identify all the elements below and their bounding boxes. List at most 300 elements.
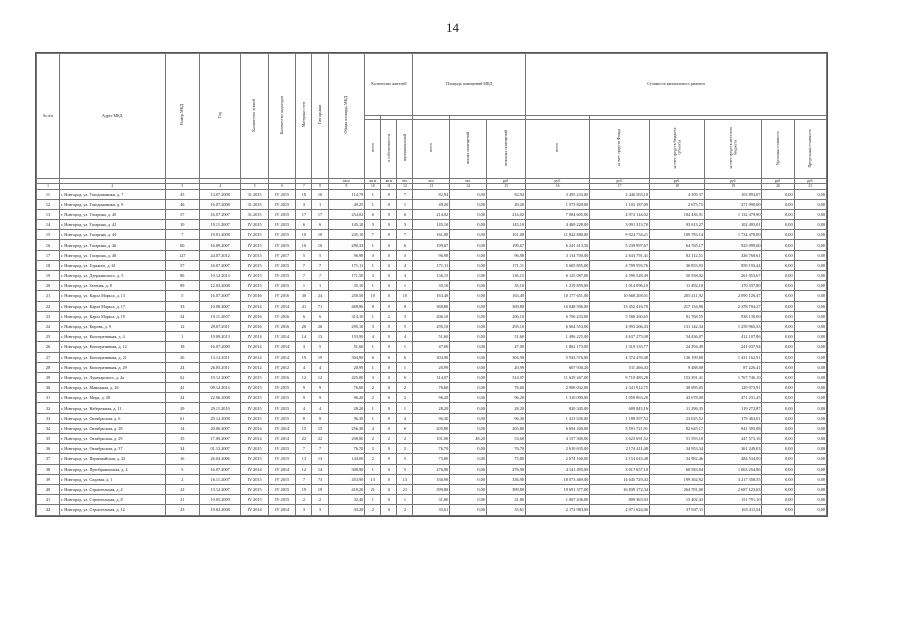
cell-c8: 0,00: [450, 291, 487, 301]
cell-c1: 8: [296, 413, 312, 423]
cell-c8: 0,00: [450, 393, 487, 403]
column-index-cell: 15: [486, 184, 525, 190]
cell-v4: 447 573,16: [705, 434, 762, 444]
cell-v1: 3 495 233,00: [526, 189, 590, 199]
cell-c7: 101,80: [413, 434, 450, 444]
table-row: [37, 311, 827, 321]
cell-c1: 2: [296, 495, 312, 505]
cell-date1: 09.12.2013: [200, 383, 241, 393]
header-cost-total: всего: [526, 120, 590, 179]
cell-v2: 3 091 313,70: [590, 220, 650, 230]
cell-addr: г. Новгород, ул. Гагарина, д. 44: [59, 230, 165, 240]
cell-v2: 1 103 187,00: [590, 199, 650, 209]
cell-c5: 0: [381, 413, 397, 423]
cell-v1: 1 310 090,00: [526, 393, 590, 403]
cell-v5: 0,00: [762, 321, 794, 331]
cell-c4: 1: [365, 199, 381, 209]
cell-no: 57: [165, 209, 199, 219]
cell-c8: 0,00: [450, 464, 487, 474]
cell-c4: 1: [365, 495, 381, 505]
column-index-cell: 1: [37, 184, 60, 190]
cell-v2: 2 071 624,06: [590, 505, 650, 515]
cell-date1: 19.11.2007: [200, 311, 241, 321]
cell-v3: 64 765,17: [649, 240, 704, 250]
cell-c1: 10: [296, 240, 312, 250]
cell-c9: 304,90: [486, 352, 525, 362]
cell-c7: 214,02: [413, 209, 450, 219]
cell-date3: IV 2016: [268, 372, 296, 382]
cell-v3: 2 675,75: [649, 199, 704, 209]
cell-addr: г. Новгород, ул. Преображенская, д. 4: [59, 464, 165, 474]
cell-v2: 2 341 912,75: [590, 383, 650, 393]
cell-c4: 10: [365, 291, 381, 301]
cell-c2: 13: [312, 332, 328, 342]
header-cost-fund: за счет средств Фонда: [590, 120, 650, 179]
cell-c6: 2: [397, 505, 413, 515]
cell-v4: 1 431 162,91: [705, 352, 762, 362]
cell-n: 17: [37, 250, 60, 260]
cell-n: 30: [37, 383, 60, 393]
column-index-cell: 6: [268, 184, 296, 190]
header-group-cost: Стоимость капитального ремонта: [526, 54, 827, 116]
cell-c6: 2: [397, 444, 413, 454]
header-total-area: Общая площадь МКД: [328, 54, 365, 179]
cell-v5: 0,00: [762, 342, 794, 352]
cell-c5: 2: [381, 311, 397, 321]
cell-c7: 20,99: [413, 362, 450, 372]
cell-c6: 1: [397, 281, 413, 291]
cell-c7: 35,61: [413, 505, 450, 515]
cell-c6: 6: [397, 352, 413, 362]
cell-v2: 3 623 691,52: [590, 434, 650, 444]
cell-c4: 3: [365, 321, 381, 331]
cell-c8: 0,00: [450, 342, 487, 352]
cell-v6: 0,00: [794, 189, 826, 199]
cell-addr: г. Новгород, ул. Кирова, д. 9: [59, 321, 165, 331]
cell-c6: 6: [397, 423, 413, 433]
cell-n: 25: [37, 332, 60, 342]
cell-date3: IV 2016: [268, 311, 296, 321]
cell-c5: 0: [381, 230, 397, 240]
cell-no: 7: [165, 230, 199, 240]
header-area-living: жилых помещений: [450, 120, 487, 179]
cell-c4: 2: [365, 505, 381, 515]
cell-v6: 0,00: [794, 332, 826, 342]
column-index-cell: 20: [762, 184, 794, 190]
cell-date2: IV 2014: [241, 342, 269, 352]
cell-v5: 0,00: [762, 332, 794, 342]
cell-addr: г. Новгород, ул. Садовая, д. 1: [59, 474, 165, 484]
cell-c3: 208,80: [328, 434, 365, 444]
cell-no: 16: [165, 454, 199, 464]
cell-v1: 6 694 200,00: [526, 423, 590, 433]
cell-c9: 28,20: [486, 403, 525, 413]
cell-c5: 0: [381, 464, 397, 474]
cell-c5: 0: [381, 372, 397, 382]
column-index-cell: 2: [59, 184, 165, 190]
cell-v6: 0,00: [794, 240, 826, 250]
table-row: [37, 281, 827, 291]
cell-c6: 5: [397, 454, 413, 464]
cell-c3: 171,11: [328, 260, 365, 270]
cell-v6: 0,00: [794, 403, 826, 413]
unit-cell: руб.: [762, 178, 794, 184]
table-row: [37, 240, 827, 250]
cell-v6: 0,00: [794, 260, 826, 270]
cell-c7: 76,60: [413, 383, 450, 393]
cell-date3: IV 2015: [268, 393, 296, 403]
cell-n: 35: [37, 434, 60, 444]
cell-date2: IV 2014: [241, 505, 269, 515]
cell-v1: 16 048 596,00: [526, 301, 590, 311]
cell-v1: 5 943 576,00: [526, 352, 590, 362]
cell-v2: 16 839 172,34: [590, 484, 650, 494]
cell-v3: 131 142,34: [649, 321, 704, 331]
cell-n: 37: [37, 454, 60, 464]
cell-v6: 0,00: [794, 220, 826, 230]
cell-addr: г. Новгород, ул. Газодинамики, д. 7: [59, 189, 165, 199]
column-index-cell: 16: [526, 184, 590, 190]
cell-v3: 264 781,00: [649, 484, 704, 494]
cell-c6: 10: [397, 291, 413, 301]
cell-v6: 0,00: [794, 291, 826, 301]
cell-v6: 0,00: [794, 281, 826, 291]
cell-c8: 0,00: [450, 413, 487, 423]
cell-c2: 9: [312, 393, 328, 403]
cell-c9: 76,60: [486, 383, 525, 393]
cell-v6: 0,00: [794, 464, 826, 474]
table-row: [37, 474, 827, 484]
cell-c4: 1: [365, 281, 381, 291]
cell-v6: 0,00: [794, 342, 826, 352]
cell-c2: 2: [312, 495, 328, 505]
cell-v5: 0,00: [762, 250, 794, 260]
cell-addr: г. Новгород, ул. Набережная, д. 11: [59, 403, 165, 413]
cell-c7: 51,60: [413, 332, 450, 342]
table-row: [37, 199, 827, 209]
cell-c8: 0,00: [450, 260, 487, 270]
cell-c4: 2: [365, 454, 381, 464]
cell-date2: IV 2015: [241, 250, 269, 260]
cell-c7: 75,80: [413, 454, 450, 464]
cell-v3: 34 982,46: [649, 454, 704, 464]
cell-v5: 0,00: [762, 495, 794, 505]
cell-c7: 76,70: [413, 444, 450, 454]
cell-v2: 2 174 411,48: [590, 444, 650, 454]
cell-n: 27: [37, 352, 60, 362]
table-row: [37, 434, 827, 444]
cell-c5: 0: [381, 362, 397, 372]
cell-c9: 199,67: [486, 240, 525, 250]
cell-c5: 0: [381, 250, 397, 260]
cell-c8: 0,00: [450, 189, 487, 199]
cell-v3: 184 436,91: [649, 209, 704, 219]
cell-c9: 214,02: [486, 209, 525, 219]
cell-c1: 7: [296, 444, 312, 454]
cell-v4: 2 378 794,27: [705, 301, 762, 311]
header-cost-specific: Удельная стоимость: [762, 120, 794, 179]
cell-c1: 4: [296, 403, 312, 413]
cell-v6: 0,00: [794, 209, 826, 219]
cell-c3: 32,40: [328, 495, 365, 505]
table-row: [37, 260, 827, 270]
cell-date2: IV 2015: [241, 240, 269, 250]
cell-v3: 11 492,10: [649, 281, 704, 291]
cell-v3: 34 953,34: [649, 444, 704, 454]
cell-v5: 0,00: [762, 454, 794, 464]
cell-c3: 43,20: [328, 505, 365, 515]
cell-c7: 96,30: [413, 413, 450, 423]
cell-no: 86: [165, 271, 199, 281]
cell-c6: 2: [397, 393, 413, 403]
cell-c4: 1: [365, 260, 381, 270]
cell-c3: 256,30: [328, 423, 365, 433]
cell-v5: 0,00: [762, 484, 794, 494]
cell-addr: г. Новгород, ул. Строительная, д. 4: [59, 484, 165, 494]
cell-c2: 7: [312, 271, 328, 281]
cell-c9: 336,90: [486, 474, 525, 484]
cell-c9: 171,11: [486, 260, 525, 270]
cell-c1: 1: [296, 281, 312, 291]
cell-c6: 1: [397, 362, 413, 372]
cell-date3: IV 2015: [268, 484, 296, 494]
cell-addr: г. Новгород, ул. Мира, д. 28: [59, 393, 165, 403]
cell-c3: 96,20: [328, 393, 365, 403]
cell-c8: 0,00: [450, 271, 487, 281]
cell-addr: г. Новгород, ул. Первомайская, д. 22: [59, 454, 165, 464]
cell-c6: 7: [397, 230, 413, 240]
cell-c7: 82,94: [413, 189, 450, 199]
cell-v4: 3 217 358,55: [705, 474, 762, 484]
cell-v4: 471 231,45: [705, 393, 762, 403]
column-index-cell: 13: [413, 184, 450, 190]
cell-c4: 2: [365, 393, 381, 403]
cell-no: 46: [165, 199, 199, 209]
table-row: [37, 403, 827, 413]
cell-v5: 0,00: [762, 209, 794, 219]
cell-c7: 295,10: [413, 321, 450, 331]
header-residents-total: всего: [365, 120, 381, 179]
cell-v6: 0,00: [794, 321, 826, 331]
cell-n: 23: [37, 311, 60, 321]
cell-v3: 93 613,27: [649, 220, 704, 230]
cell-date1: 19.05.2009: [200, 495, 241, 505]
cell-v1: 10 177 651,00: [526, 291, 590, 301]
cell-v3: 51 593,10: [649, 434, 704, 444]
cell-v3: 82 112,51: [649, 250, 704, 260]
cell-no: 29: [165, 403, 199, 413]
cell-v2: 5 591 721,91: [590, 423, 650, 433]
cell-c2: 19: [312, 484, 328, 494]
column-index-cell: 5: [241, 184, 269, 190]
column-index-cell: 8: [312, 184, 328, 190]
cell-no: 14: [165, 423, 199, 433]
cell-c6: 21: [397, 484, 413, 494]
cell-n: 40: [37, 484, 60, 494]
cell-c2: 7: [312, 260, 328, 270]
header-area-nonliving: нежилых помещений: [486, 120, 525, 179]
cell-addr: г. Новгород, ул. Гагарина, д. 46: [59, 240, 165, 250]
cell-date3: IV 2017: [268, 250, 296, 260]
cell-c1: 10: [296, 230, 312, 240]
cell-c5: 0: [381, 505, 397, 515]
cell-v4: 1 767 746,10: [705, 372, 762, 382]
cell-v6: 0,00: [794, 230, 826, 240]
cell-c4: 1: [365, 240, 381, 250]
table-row: [37, 352, 827, 362]
cell-c9: 35,10: [486, 281, 525, 291]
cell-v1: 4 141 495,00: [526, 464, 590, 474]
cell-c9: 35,61: [486, 505, 525, 515]
cell-date1: 17.09.2007: [200, 434, 241, 444]
cell-c8: 0,00: [450, 321, 487, 331]
cell-c3: 304,90: [328, 352, 365, 362]
cell-c7: 205,80: [413, 423, 450, 433]
cell-date3: IV 2012: [268, 362, 296, 372]
cell-v6: 0,00: [794, 484, 826, 494]
cell-c9: 75,80: [486, 454, 525, 464]
cell-v2: 2 633 791,41: [590, 250, 650, 260]
header-num: № п/п: [37, 54, 60, 179]
cell-c8: 0,00: [450, 454, 487, 464]
cell-c8: 0,00: [450, 250, 487, 260]
cell-c2: 1: [312, 199, 328, 209]
cell-c6: 4: [397, 413, 413, 423]
cell-c2: 19: [312, 352, 328, 362]
cell-date1: 20.06.2007: [200, 423, 241, 433]
capital-repair-table: [35, 52, 828, 517]
unit-cell: руб.: [649, 178, 704, 184]
table-row: [37, 372, 827, 382]
cell-c6: 4: [397, 332, 413, 342]
cell-c9: 145,10: [486, 220, 525, 230]
cell-date1: 13.12.2011: [200, 352, 241, 362]
cell-no: 62: [165, 372, 199, 382]
table-row: [37, 271, 827, 281]
cell-c9: 53,60: [486, 434, 525, 444]
cell-v4: 841 395,08: [705, 423, 762, 433]
cell-n: 20: [37, 281, 60, 291]
cell-v3: 43 678,00: [649, 393, 704, 403]
cell-no: 22: [165, 484, 199, 494]
cell-c9: 96,30: [486, 413, 525, 423]
unit-cell: чел.: [413, 178, 450, 184]
cell-c6: 6: [397, 372, 413, 382]
cell-v6: 0,00: [794, 505, 826, 515]
cell-c4: 1: [365, 311, 381, 321]
cell-c5: 0: [381, 321, 397, 331]
cell-v3: 11 296,35: [649, 403, 704, 413]
cell-date3: IV 2015: [268, 230, 296, 240]
cell-c8: 0,00: [450, 332, 487, 342]
cell-c1: 3: [296, 505, 312, 515]
cell-date2: IV 2015: [241, 281, 269, 291]
table-row: [37, 413, 827, 423]
cell-date3: IV 2014: [268, 505, 296, 515]
cell-date3: IV 2015: [268, 189, 296, 199]
cell-date3: IV 2015: [268, 413, 296, 423]
unit-cell: кв.м: [381, 178, 397, 184]
header-cost-limit: Предельная стоимость: [794, 120, 826, 179]
cell-addr: г. Новгород, ул. Кооперативная, д. 4: [59, 332, 165, 342]
cell-v5: 0,00: [762, 230, 794, 240]
header-year: Год: [200, 54, 241, 179]
cell-c3: 51,60: [328, 342, 365, 352]
cell-addr: г. Новгород, ул. Газодинамики, д. 9: [59, 199, 165, 209]
cell-v2: 9 924 734,21: [590, 230, 650, 240]
cell-date2: IV 2015: [241, 393, 269, 403]
cell-c5: 0: [381, 342, 397, 352]
cell-no: 18: [165, 342, 199, 352]
cell-c3: 153,90: [328, 332, 365, 342]
cell-c2: 73: [312, 474, 328, 484]
cell-v2: 4 709 593,76: [590, 260, 650, 270]
cell-addr: г. Новгород, ул. Гагарина, д. 42: [59, 220, 165, 230]
cell-v4: 412 107,86: [705, 332, 762, 342]
cell-c1: 6: [296, 220, 312, 230]
cell-v5: 0,00: [762, 352, 794, 362]
cell-addr: г. Новгород, ул. Манежная, д. 26: [59, 383, 165, 393]
cell-n: 31: [37, 393, 60, 403]
cell-c3: 453,90: [328, 474, 365, 484]
column-index-cell: 11: [381, 184, 397, 190]
cell-c8: 0,00: [450, 474, 487, 484]
cell-c4: 1: [365, 403, 381, 413]
cell-addr: г. Новгород, ул. Дзержинского, д. 5: [59, 271, 165, 281]
cell-v5: 0,00: [762, 413, 794, 423]
cell-v4: 436 768,61: [705, 250, 762, 260]
cell-c9: 96,98: [486, 250, 525, 260]
cell-c4: 13: [365, 474, 381, 484]
cell-date1: 19.09.2013: [200, 332, 241, 342]
header-entrances: Количество подъездов: [268, 54, 296, 179]
cell-c7: 96,98: [413, 250, 450, 260]
cell-c7: 161,00: [413, 230, 450, 240]
cell-v2: 3 017 657,10: [590, 464, 650, 474]
cell-date3: IV 2015: [268, 199, 296, 209]
header-group-area: Площадь помещений МКД: [413, 54, 526, 116]
cell-c7: 145,10: [413, 220, 450, 230]
cell-date2: IV 2015: [241, 372, 269, 382]
cell-c4: 3: [365, 220, 381, 230]
cell-c4: 4: [365, 423, 381, 433]
cell-v5: 0,00: [762, 383, 794, 393]
cell-c9: 369,80: [486, 301, 525, 311]
cell-c5: 0: [381, 474, 397, 484]
cell-date1: 22.06.2008: [200, 393, 241, 403]
cell-c2: 13: [312, 454, 328, 464]
cell-c1: 7: [296, 271, 312, 281]
cell-date2: IV 2015: [241, 220, 269, 230]
cell-c3: 418,20: [328, 484, 365, 494]
cell-date2: IV 2014: [241, 352, 269, 362]
cell-v1: 7 084 605,00: [526, 209, 590, 219]
cell-date2: IV 2014: [241, 301, 269, 311]
cell-c3: 114,79: [328, 189, 365, 199]
table-row: [37, 454, 827, 464]
cell-v2: 13 452 416,78: [590, 301, 650, 311]
cell-c3: 245,10: [328, 230, 365, 240]
page-number: 14: [446, 20, 459, 35]
cell-c9: 295,10: [486, 321, 525, 331]
cell-v1: 1 496 225,00: [526, 332, 590, 342]
cell-no: 45: [165, 189, 199, 199]
column-index-cell: 12: [397, 184, 413, 190]
cell-v4: 925 099,00: [705, 240, 762, 250]
cell-v4: 484 534,00: [705, 454, 762, 464]
cell-v6: 0,00: [794, 352, 826, 362]
cell-v2: 5 239 997,67: [590, 240, 650, 250]
